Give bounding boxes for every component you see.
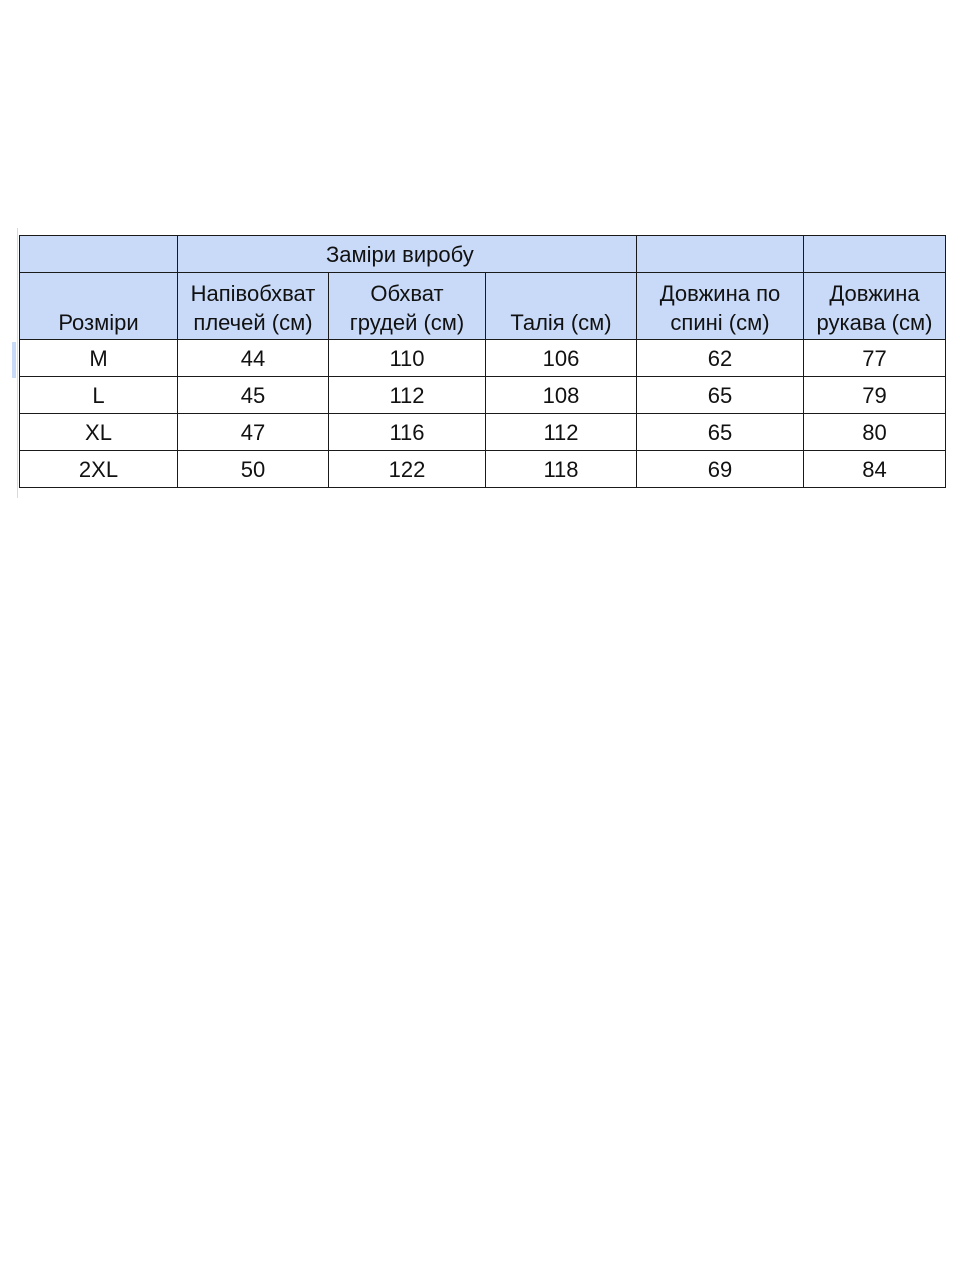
column-header-line: Довжина [829, 281, 920, 306]
column-header-shoulders[interactable] [178, 273, 329, 340]
table-cell[interactable]: 79 [804, 377, 946, 414]
column-header-line: плечей (см) [193, 310, 313, 335]
table-cell[interactable]: 122 [329, 451, 486, 488]
column-header-line: Напівобхват [190, 281, 316, 306]
table-column-header-row [20, 273, 946, 340]
column-header-line: Розміри [58, 310, 139, 335]
table-cell[interactable]: 108 [486, 377, 637, 414]
column-header-line: грудей (см) [349, 310, 465, 335]
column-header-chest[interactable] [329, 273, 486, 340]
table-row [20, 377, 946, 414]
table-cell[interactable]: 69 [637, 451, 804, 488]
table-group-header-row [20, 236, 946, 273]
row-selection-marker [12, 342, 16, 378]
table-cell[interactable]: 80 [804, 414, 946, 451]
table-row [20, 340, 946, 377]
table-cell[interactable]: 84 [804, 451, 946, 488]
column-header-sleeve-length[interactable] [804, 273, 946, 340]
table-cell[interactable]: 47 [178, 414, 329, 451]
table-cell[interactable]: 50 [178, 451, 329, 488]
size-chart-table [19, 235, 946, 488]
table-cell[interactable]: 77 [804, 340, 946, 377]
column-header-back-length[interactable] [637, 273, 804, 340]
table-cell[interactable]: 65 [637, 377, 804, 414]
size-cell[interactable]: M [20, 340, 178, 377]
table-cell[interactable]: 118 [486, 451, 637, 488]
column-header-line: спині (см) [670, 310, 770, 335]
size-cell[interactable]: 2XL [20, 451, 178, 488]
group-title-cell[interactable]: Заміри виробу [178, 236, 637, 273]
column-header-line: Обхват [370, 281, 444, 306]
table-cell[interactable]: 44 [178, 340, 329, 377]
table-cell[interactable]: 65 [637, 414, 804, 451]
size-cell[interactable]: L [20, 377, 178, 414]
column-header-sizes[interactable] [20, 273, 178, 340]
table-cell[interactable]: 62 [637, 340, 804, 377]
table-cell[interactable]: 112 [329, 377, 486, 414]
table-row [20, 414, 946, 451]
column-header-line: рукава (см) [816, 310, 933, 335]
header-cell-empty[interactable] [804, 236, 946, 273]
table-cell[interactable]: 106 [486, 340, 637, 377]
column-header-line: Талія (см) [510, 310, 612, 335]
table-cell[interactable]: 116 [329, 414, 486, 451]
table-cell[interactable]: 110 [329, 340, 486, 377]
sheet-gridline-left [17, 228, 18, 498]
table-cell[interactable]: 45 [178, 377, 329, 414]
column-header-line: Довжина по [659, 281, 781, 306]
size-cell[interactable]: XL [20, 414, 178, 451]
table-cell[interactable]: 112 [486, 414, 637, 451]
header-cell-empty[interactable] [637, 236, 804, 273]
header-cell-empty[interactable] [20, 236, 178, 273]
table-row [20, 451, 946, 488]
column-header-waist[interactable] [486, 273, 637, 340]
